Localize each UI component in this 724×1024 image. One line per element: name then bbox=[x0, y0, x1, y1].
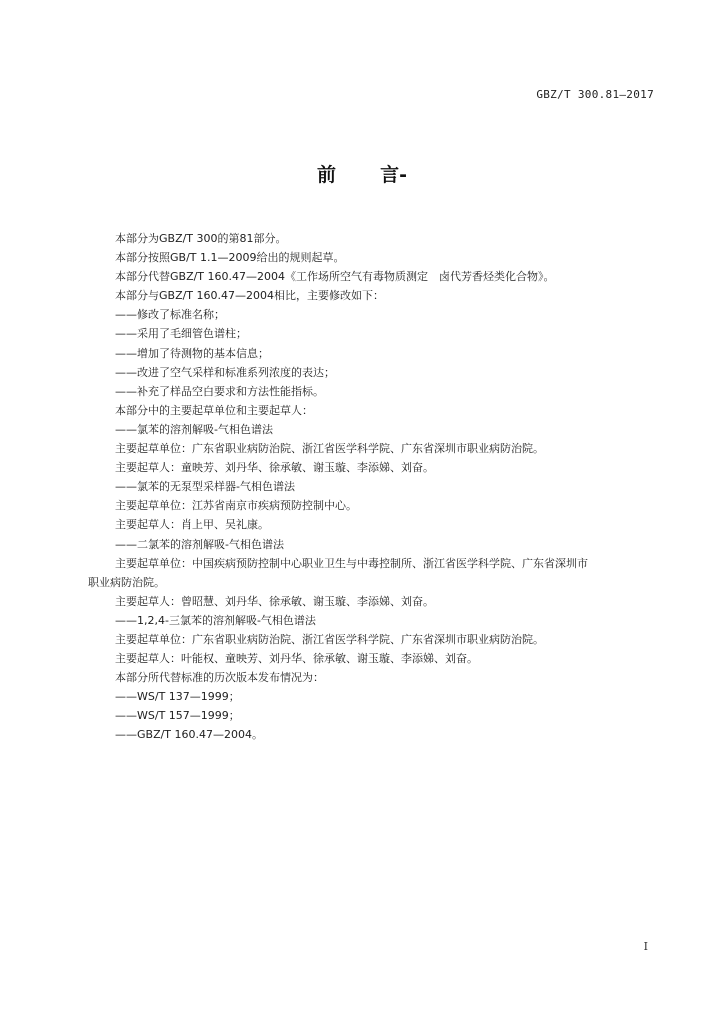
paragraph: 本部分与GBZ/T 160.47—2004相比，主要修改如下： bbox=[115, 289, 385, 303]
paragraph: 本部分按照GB/T 1.1—2009给出的规则起草。 bbox=[115, 251, 345, 265]
drafters: 主要起草人：童映芳、刘丹华、徐承敏、谢玉璇、李添娣、刘奋。 bbox=[115, 461, 434, 475]
title-part-2: 言- bbox=[380, 164, 407, 186]
paragraph: 本部分中的主要起草单位和主要起草人： bbox=[115, 403, 313, 417]
list-item: ——WS/T 137—1999； bbox=[115, 690, 240, 704]
method-heading: ——氯苯的无泵型采样器-气相色谱法 bbox=[115, 480, 295, 494]
page-title bbox=[0, 160, 724, 187]
list-item: ——采用了毛细管色谱柱； bbox=[115, 327, 247, 341]
title-part-1: 前 bbox=[317, 164, 337, 186]
page-number: I bbox=[643, 940, 648, 953]
drafters: 主要起草人：曾昭慧、刘丹华、徐承敏、谢玉璇、李添娣、刘奋。 bbox=[115, 594, 434, 608]
list-item: ——增加了待测物的基本信息； bbox=[115, 346, 269, 360]
drafting-units: 主要起草单位：广东省职业病防治院、浙江省医学科学院、广东省深圳市职业病防治院。 bbox=[115, 442, 544, 456]
drafting-units: 主要起草单位：广东省职业病防治院、浙江省医学科学院、广东省深圳市职业病防治院。 bbox=[115, 632, 544, 646]
paragraph: 本部分为GBZ/T 300的第81部分。 bbox=[115, 232, 287, 245]
foreword-body bbox=[88, 229, 668, 745]
drafting-units: 主要起草单位：江苏省南京市疾病预防控制中心。 bbox=[115, 499, 357, 513]
paragraph: 本部分代替GBZ/T 160.47—2004《工作场所空气有毒物质测定 卤代芳香烃类化合物》。 bbox=[115, 270, 555, 284]
list-item: ——修改了标准名称； bbox=[115, 308, 225, 322]
method-heading: ——二氯苯的溶剂解吸-气相色谱法 bbox=[115, 537, 284, 551]
drafters: 主要起草人：肖上甲、吴礼康。 bbox=[115, 518, 269, 532]
list-item: ——补充了样品空白要求和方法性能指标。 bbox=[115, 384, 324, 398]
list-item: ——WS/T 157—1999； bbox=[115, 709, 240, 723]
list-item: ——GBZ/T 160.47—2004。 bbox=[115, 728, 264, 742]
drafting-units-wrapped-second: 职业病防治院。 bbox=[88, 575, 165, 589]
method-heading: ——1,2,4-三氯苯的溶剂解吸-气相色谱法 bbox=[115, 613, 316, 627]
method-heading: ——氯苯的溶剂解吸-气相色谱法 bbox=[115, 422, 273, 436]
list-item: ——改进了空气采样和标准系列浓度的表达； bbox=[115, 365, 335, 379]
drafters: 主要起草人：叶能权、童映芳、刘丹华、徐承敏、谢玉璇、李添娣、刘奋。 bbox=[115, 652, 478, 666]
standard-code: GBZ/T 300.81—2017 bbox=[536, 88, 654, 101]
drafting-units-wrapped-first: 主要起草单位：中国疾病预防控制中心职业卫生与中毒控制所、浙江省医学科学院、广东省深圳市 bbox=[115, 556, 588, 570]
paragraph: 本部分所代替标准的历次版本发布情况为： bbox=[115, 671, 324, 685]
